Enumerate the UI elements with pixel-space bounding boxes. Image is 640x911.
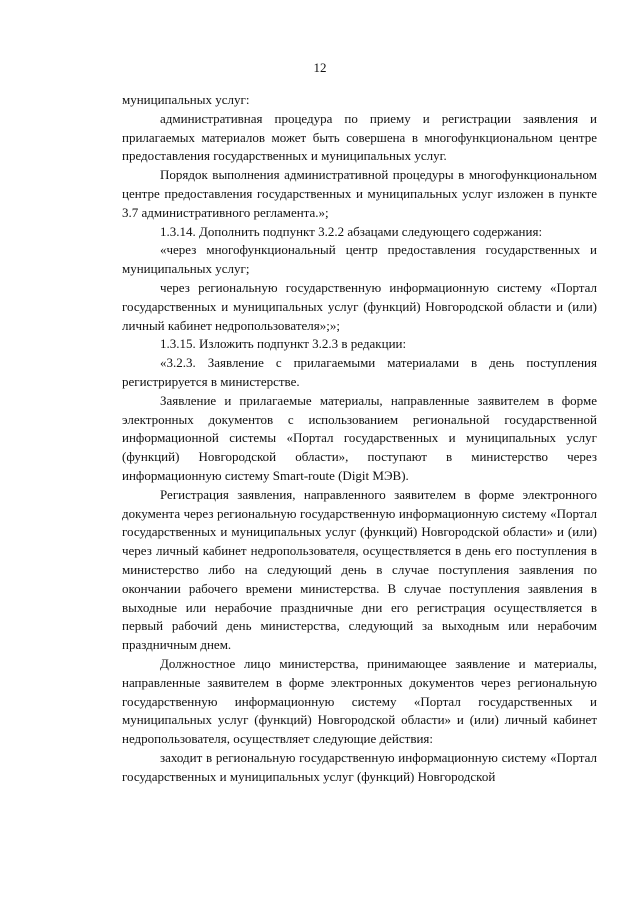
page-number: 12 — [313, 60, 327, 75]
paragraph-procedure-order: Порядок выполнения административной процедуры в многофункциональном центре предоставления государственных и муниципальных услуг изложен в пункте 3.7 административного регламента.»; — [122, 167, 597, 220]
paragraph-via-portal: через региональную государственную информационную систему «Портал государственных и муниципальных услуг (функций) Новгородской области и (или) личный кабинет недропользователя»;»; — [122, 279, 597, 333]
paragraph-procedure-mfc: административная процедура по приему и регистрации заявления и прилагаемых материалов может быть совершена в многофункциональном центре предоставления государственных и муниципальных услуг. — [122, 110, 597, 164]
paragraph-item-1-3-15: 1.3.15. Изложить подпункт 3.2.3 в редакции: — [160, 336, 407, 352]
paragraph-item-1-3-14: 1.3.14. Дополнить подпункт 3.2.2 абзацами следующего содержания: — [160, 223, 543, 239]
paragraph-registration: Регистрация заявления, направленного заявителем в форме электронного документа через региональную государственную информационную систему «Портал государственных и муниципальных услуг (функций) Новгородской области» и (или) через личный кабинет недропользователя, осуществляется в день его поступления в министерство либо на следующий день в случае поступления заявления по окончании рабочего времени министерства. В случае поступления заявления в выходные или нерабочие праздничные дни его регистрация осуществляется в первый рабочий день министерства, следующий за выходным или нерабочим праздничным днем. — [122, 486, 597, 653]
paragraph-enters-system: заходит в региональную государственную информационную систему «Портал государственных и муниципальных услуг (функций) Новгородской — [122, 749, 597, 784]
document-body — [122, 91, 597, 786]
paragraph-via-mfc: «через многофункциональный центр предоставления государственных и муниципальных услуг; — [122, 242, 597, 277]
paragraph-electronic-documents: Заявление и прилагаемые материалы, направленные заявителем в форме электронных документов с использованием региональной государственной информационной системы «Портал государственных и муниципальных услуг (функций) Новгородской области», поступают в министерство через информационную систему Smart-route (Digit МЭВ). — [122, 392, 597, 483]
paragraph-3-2-3: «3.2.3. Заявление с прилагаемыми материалами в день поступления регистрируется в министерстве. — [122, 355, 597, 389]
paragraph-continuation: муниципальных услуг: — [122, 92, 250, 107]
paragraph-official-actions: Должностное лицо министерства, принимающее заявление и материалы, направленные заявителем в форме электронных документов через региональную государственную информационную систему «Портал государственных и муниципальных услуг (функций) Новгородской области» и (или) личный кабинет недропользователя, осуществляет следующие действия: — [122, 655, 597, 747]
